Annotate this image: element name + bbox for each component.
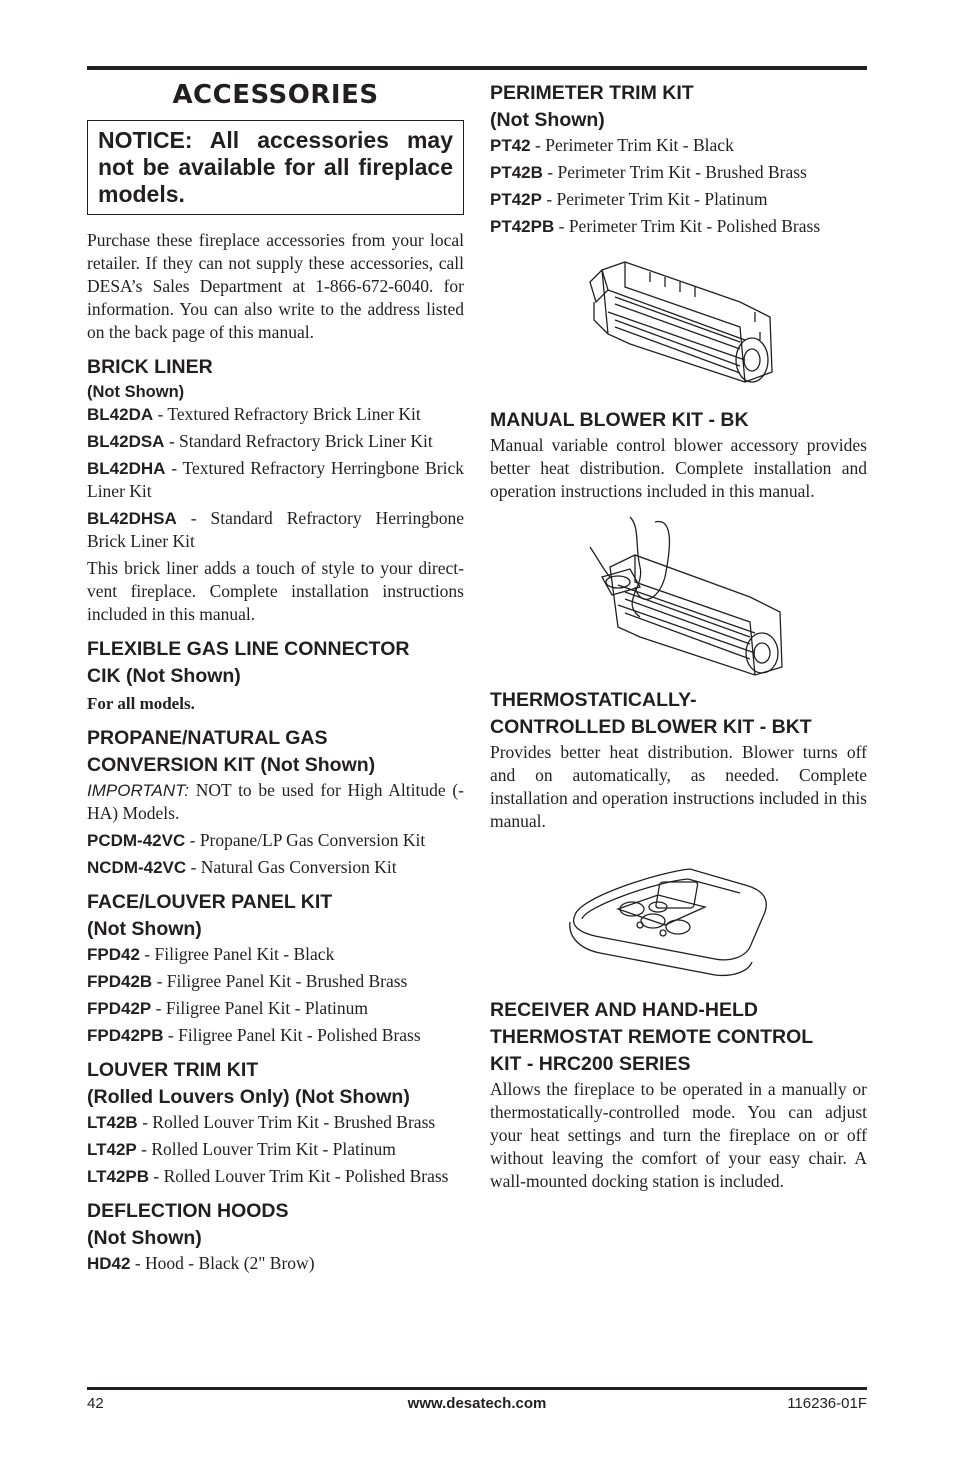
list-item	[87, 457, 464, 503]
list-item	[87, 997, 464, 1020]
thermo-blower-heading-1: THERMOSTATICALLY-	[490, 689, 697, 711]
item-code: BL42DA	[87, 405, 154, 424]
item-desc: - Filigree Panel Kit - Brushed Brass	[152, 971, 408, 991]
item-code: PCDM-42VC	[87, 831, 186, 850]
manual-blower-text: Manual variable control blower accessory provides better heat distribution. Complete installation and operation instructions included in this manual.	[490, 435, 867, 501]
item-code: FPD42	[87, 945, 140, 964]
document-number: 116236-01F	[787, 1395, 867, 1412]
list-item	[490, 215, 867, 238]
list-item	[87, 1024, 464, 1047]
perimeter-heading-2: (Not Shown)	[490, 109, 605, 131]
list-item	[87, 970, 464, 993]
conversion-heading-2: CONVERSION KIT (Not Shown)	[87, 754, 376, 776]
list-item	[87, 1252, 464, 1275]
remote-heading-1: RECEIVER AND HAND-HELD	[490, 999, 758, 1021]
remote-control-illustration	[490, 837, 867, 987]
item-desc: - Perimeter Trim Kit - Platinum	[541, 189, 768, 209]
list-item	[87, 943, 464, 966]
item-desc: - Propane/LP Gas Conversion Kit	[185, 830, 426, 850]
thermo-blower-illustration	[490, 507, 867, 677]
list-item	[87, 1111, 464, 1134]
item-code: FPD42P	[87, 999, 152, 1018]
item-desc: - Natural Gas Conversion Kit	[186, 857, 397, 877]
item-code: PT42P	[490, 190, 542, 209]
list-item	[87, 856, 464, 879]
brick-liner-text: This brick liner adds a touch of style to your direct-vent fireplace. Complete installation instructions included in this manual.	[87, 558, 464, 624]
item-desc: - Rolled Louver Trim Kit - Brushed Brass	[137, 1112, 436, 1132]
item-code: PT42	[490, 136, 531, 155]
gas-line-heading-2: CIK (Not Shown)	[87, 665, 241, 687]
deflection-heading-2: (Not Shown)	[87, 1227, 202, 1249]
item-code: LT42PB	[87, 1167, 150, 1186]
item-code: BL42DHSA	[87, 509, 177, 528]
list-item	[87, 430, 464, 453]
intro-text: Purchase these fireplace accessories from your local retailer. If they can not supply these accessories, call DESA’s Sales Department at 1-866-672-6040. for information. You can also write to the address listed on the back page of this manual.	[87, 230, 464, 342]
item-code: LT42P	[87, 1140, 137, 1159]
manual-blower-heading: MANUAL BLOWER KIT - BK	[490, 409, 749, 431]
item-desc: - Textured Refractory Brick Liner Kit	[153, 404, 421, 424]
item-desc: - Rolled Louver Trim Kit - Platinum	[136, 1139, 396, 1159]
list-item	[87, 507, 464, 553]
page-title: ACCESSORIES	[172, 80, 379, 110]
blower-illustration	[490, 242, 867, 397]
item-desc: - Perimeter Trim Kit - Black	[530, 135, 734, 155]
louver-trim-heading-2: (Rolled Louvers Only) (Not Shown)	[87, 1086, 410, 1108]
important-note	[87, 779, 464, 825]
top-rule	[87, 66, 867, 70]
deflection-heading-1: DEFLECTION HOODS	[87, 1200, 289, 1222]
list-item	[87, 1165, 464, 1188]
remote-heading-2: THERMOSTAT REMOTE CONTROL	[490, 1026, 814, 1048]
perimeter-heading-1: PERIMETER TRIM KIT	[490, 82, 694, 104]
list-item	[490, 134, 867, 157]
footer-url: www.desatech.com	[407, 1395, 547, 1412]
louver-trim-heading-1: LOUVER TRIM KIT	[87, 1059, 259, 1081]
remote-heading-3: KIT - HRC200 SERIES	[490, 1053, 691, 1075]
important-text: NOT to be used for High Altitude (-HA) Models.	[87, 780, 464, 823]
item-desc: - Filigree Panel Kit - Polished Brass	[163, 1025, 421, 1045]
item-code: NCDM-42VC	[87, 858, 187, 877]
item-code: BL42DHA	[87, 459, 166, 478]
face-panel-heading-1: FACE/LOUVER PANEL KIT	[87, 891, 333, 913]
item-desc: - Hood - Black (2" Brow)	[130, 1253, 315, 1273]
brick-liner-sub: (Not Shown)	[87, 383, 185, 401]
item-desc: - Perimeter Trim Kit - Polished Brass	[554, 216, 821, 236]
item-code: HD42	[87, 1254, 131, 1273]
list-item	[87, 403, 464, 426]
item-code: LT42B	[87, 1113, 138, 1132]
item-code: PT42PB	[490, 217, 555, 236]
item-desc: - Perimeter Trim Kit - Brushed Brass	[542, 162, 807, 182]
conversion-heading-1: PROPANE/NATURAL GAS	[87, 727, 328, 749]
right-column	[490, 80, 867, 1197]
item-desc: - Filigree Panel Kit - Black	[139, 944, 335, 964]
remote-text: Allows the fireplace to be operated in a manually or thermostatically-controlled mode. You can adjust your heat settings and turn the fireplace on or off without leaving the comfort of your easy chair. A wall-mounted docking station is included.	[490, 1079, 867, 1191]
important-label: IMPORTANT:	[87, 781, 189, 800]
list-item	[87, 1138, 464, 1161]
item-code: BL42DSA	[87, 432, 165, 451]
brick-liner-heading: BRICK LINER	[87, 356, 213, 378]
item-code: FPD42PB	[87, 1026, 164, 1045]
item-desc: - Standard Refractory Herringbone Brick Liner Kit	[87, 508, 464, 551]
left-column	[87, 80, 464, 1279]
list-item	[87, 829, 464, 852]
item-desc: - Filigree Panel Kit - Platinum	[151, 998, 369, 1018]
gas-line-text: For all models.	[87, 694, 195, 713]
face-panel-heading-2: (Not Shown)	[87, 918, 202, 940]
bottom-rule	[87, 1387, 867, 1390]
notice-box: NOTICE: All accessories may not be available for all fireplace models.	[87, 120, 464, 215]
list-item	[490, 161, 867, 184]
page-number: 42	[87, 1395, 104, 1412]
list-item	[490, 188, 867, 211]
item-code: PT42B	[490, 163, 543, 182]
item-desc: - Standard Refractory Brick Liner Kit	[164, 431, 433, 451]
gas-line-heading-1: FLEXIBLE GAS LINE CONNECTOR	[87, 638, 410, 660]
item-code: FPD42B	[87, 972, 153, 991]
thermo-blower-heading-2: CONTROLLED BLOWER KIT - BKT	[490, 716, 812, 738]
thermo-blower-text: Provides better heat distribution. Blower turns off and on automatically, as needed. Complete installation and operation instructions included in this manual.	[490, 742, 867, 831]
item-desc: - Textured Refractory Herringbone Brick Liner Kit	[87, 458, 464, 501]
item-desc: - Rolled Louver Trim Kit - Polished Brass	[149, 1166, 449, 1186]
